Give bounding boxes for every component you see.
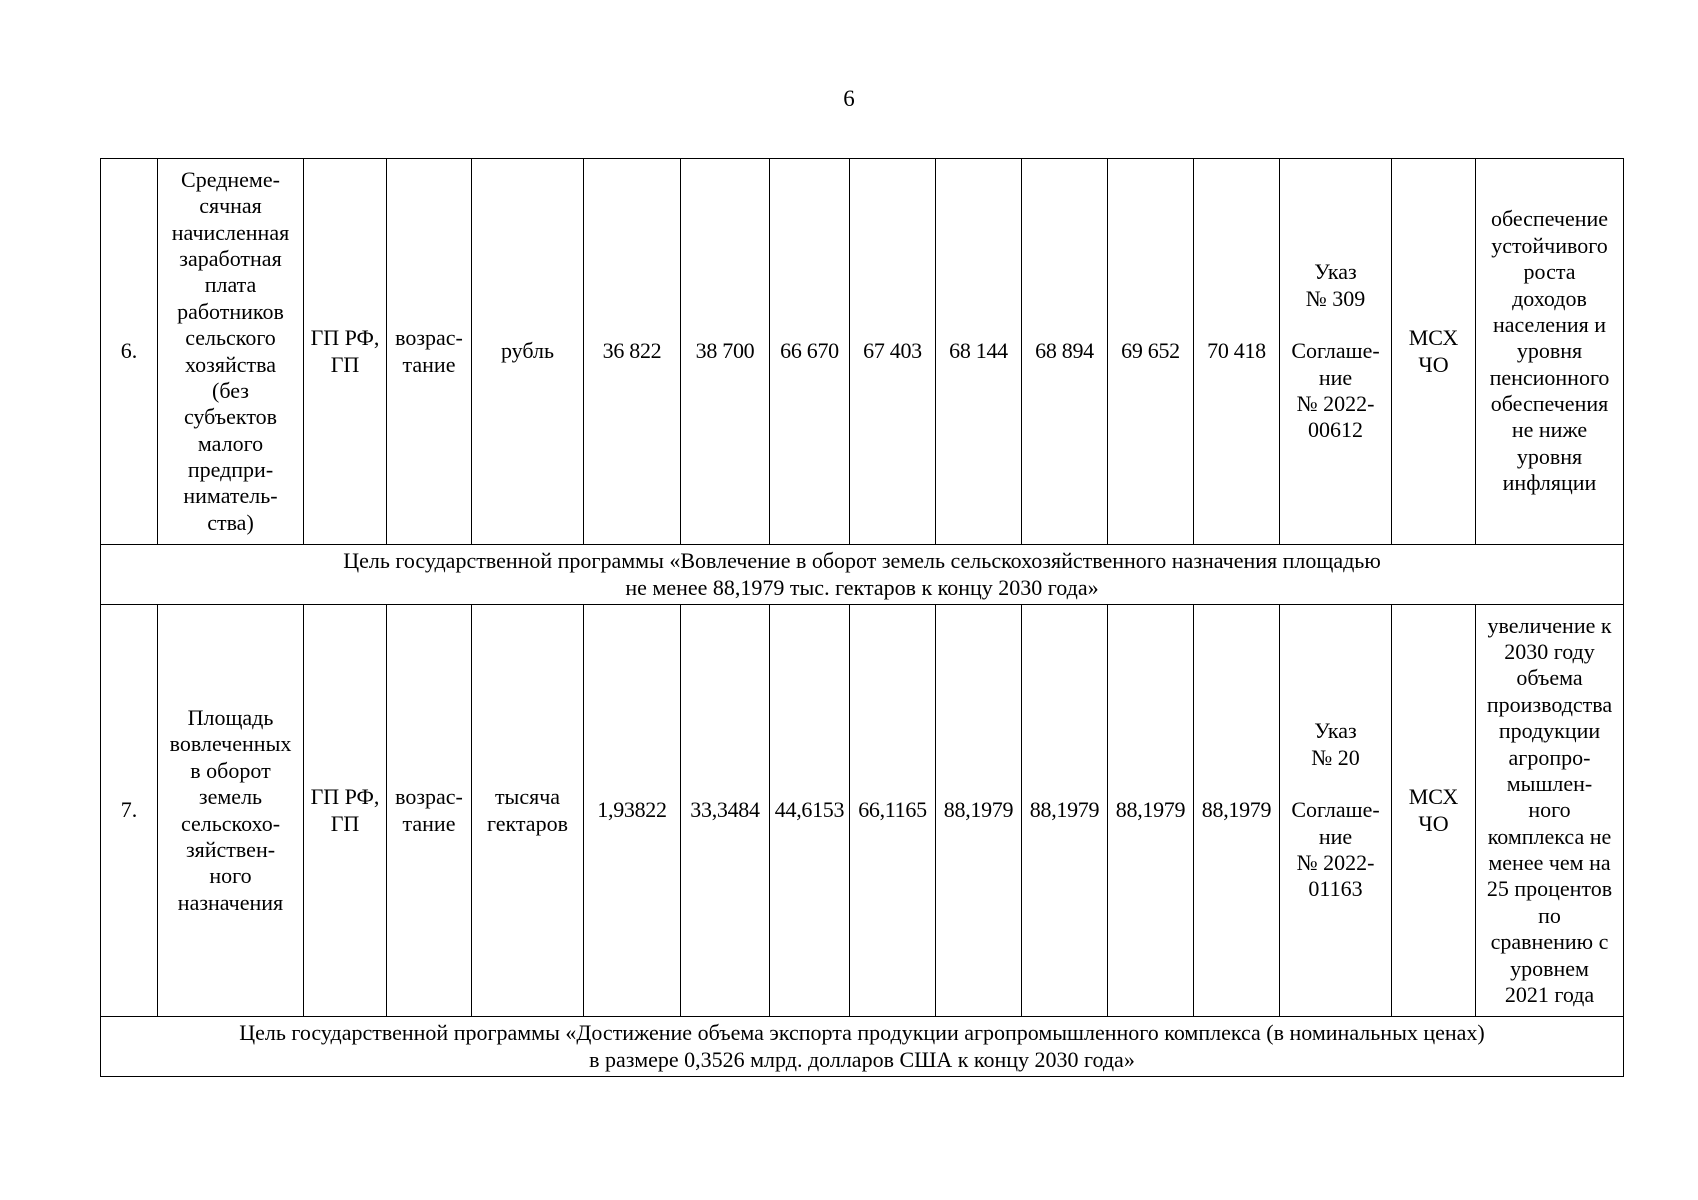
responsible-body: МСХ ЧО (1392, 605, 1476, 1017)
row-number: 6. (101, 159, 158, 545)
goal-row (101, 545, 1624, 605)
value-cell: 68 144 (936, 159, 1022, 545)
indicators-table (100, 158, 1624, 1077)
table-row (101, 605, 1624, 1017)
value-cell: 68 894 (1022, 159, 1108, 545)
value-cell: 66,1165 (850, 605, 936, 1017)
indicator-name: Площадь вовлеченных в оборот земель сельскохо- зяйствен- ного назначения (158, 605, 304, 1017)
national-goal-link: увеличение к 2030 году объема производства продукции агропро- мышлен- ного комплекса не менее чем на 25 процентов по сравнению с уровнем 2021 года (1476, 605, 1624, 1017)
value-cell: 66 670 (770, 159, 850, 545)
value-cell: 88,1979 (1108, 605, 1194, 1017)
indicator-level: ГП РФ, ГП (304, 605, 387, 1017)
indicator-name: Среднеме- сячная начисленная заработная плата работников сельского хозяйства (без субъектов малого предпри- ниматель- ства) (158, 159, 304, 545)
national-goal-link: обеспечение устойчивого роста доходов населения и уровня пенсионного обеспечения не ниже уровня инфляции (1476, 159, 1624, 545)
value-cell: 67 403 (850, 159, 936, 545)
indicator-trend: возрас- тание (387, 605, 472, 1017)
value-cell: 69 652 (1108, 159, 1194, 545)
value-cell: 44,6153 (770, 605, 850, 1017)
legal-document: Указ № 309 Соглаше- ние № 2022- 00612 (1280, 159, 1392, 545)
indicator-level: ГП РФ, ГП (304, 159, 387, 545)
value-cell: 38 700 (681, 159, 770, 545)
indicator-trend: возрас- тание (387, 159, 472, 545)
program-goal: Цель государственной программы «Вовлечение в оборот земель сельскохозяйственного назначения площадью не менее 88,1979 тыс. гектаров к концу 2030 года» (101, 545, 1624, 605)
goal-row (101, 1017, 1624, 1077)
unit-of-measure: тысяча гектаров (472, 605, 584, 1017)
value-cell: 70 418 (1194, 159, 1280, 545)
table-row (101, 159, 1624, 545)
value-cell: 88,1979 (1022, 605, 1108, 1017)
row-number: 7. (101, 605, 158, 1017)
value-cell: 33,3484 (681, 605, 770, 1017)
unit-of-measure: рубль (472, 159, 584, 545)
value-cell: 36 822 (584, 159, 681, 545)
legal-document: Указ № 20 Соглаше- ние № 2022- 01163 (1280, 605, 1392, 1017)
page-number: 6 (843, 86, 855, 111)
responsible-body: МСХ ЧО (1392, 159, 1476, 545)
value-cell: 88,1979 (936, 605, 1022, 1017)
value-cell: 88,1979 (1194, 605, 1280, 1017)
program-goal: Цель государственной программы «Достижение объема экспорта продукции агропромышленного комплекса (в номинальных ценах) в размере 0,3526 млрд. долларов США к концу 2030 года» (101, 1017, 1624, 1077)
value-cell: 1,93822 (584, 605, 681, 1017)
